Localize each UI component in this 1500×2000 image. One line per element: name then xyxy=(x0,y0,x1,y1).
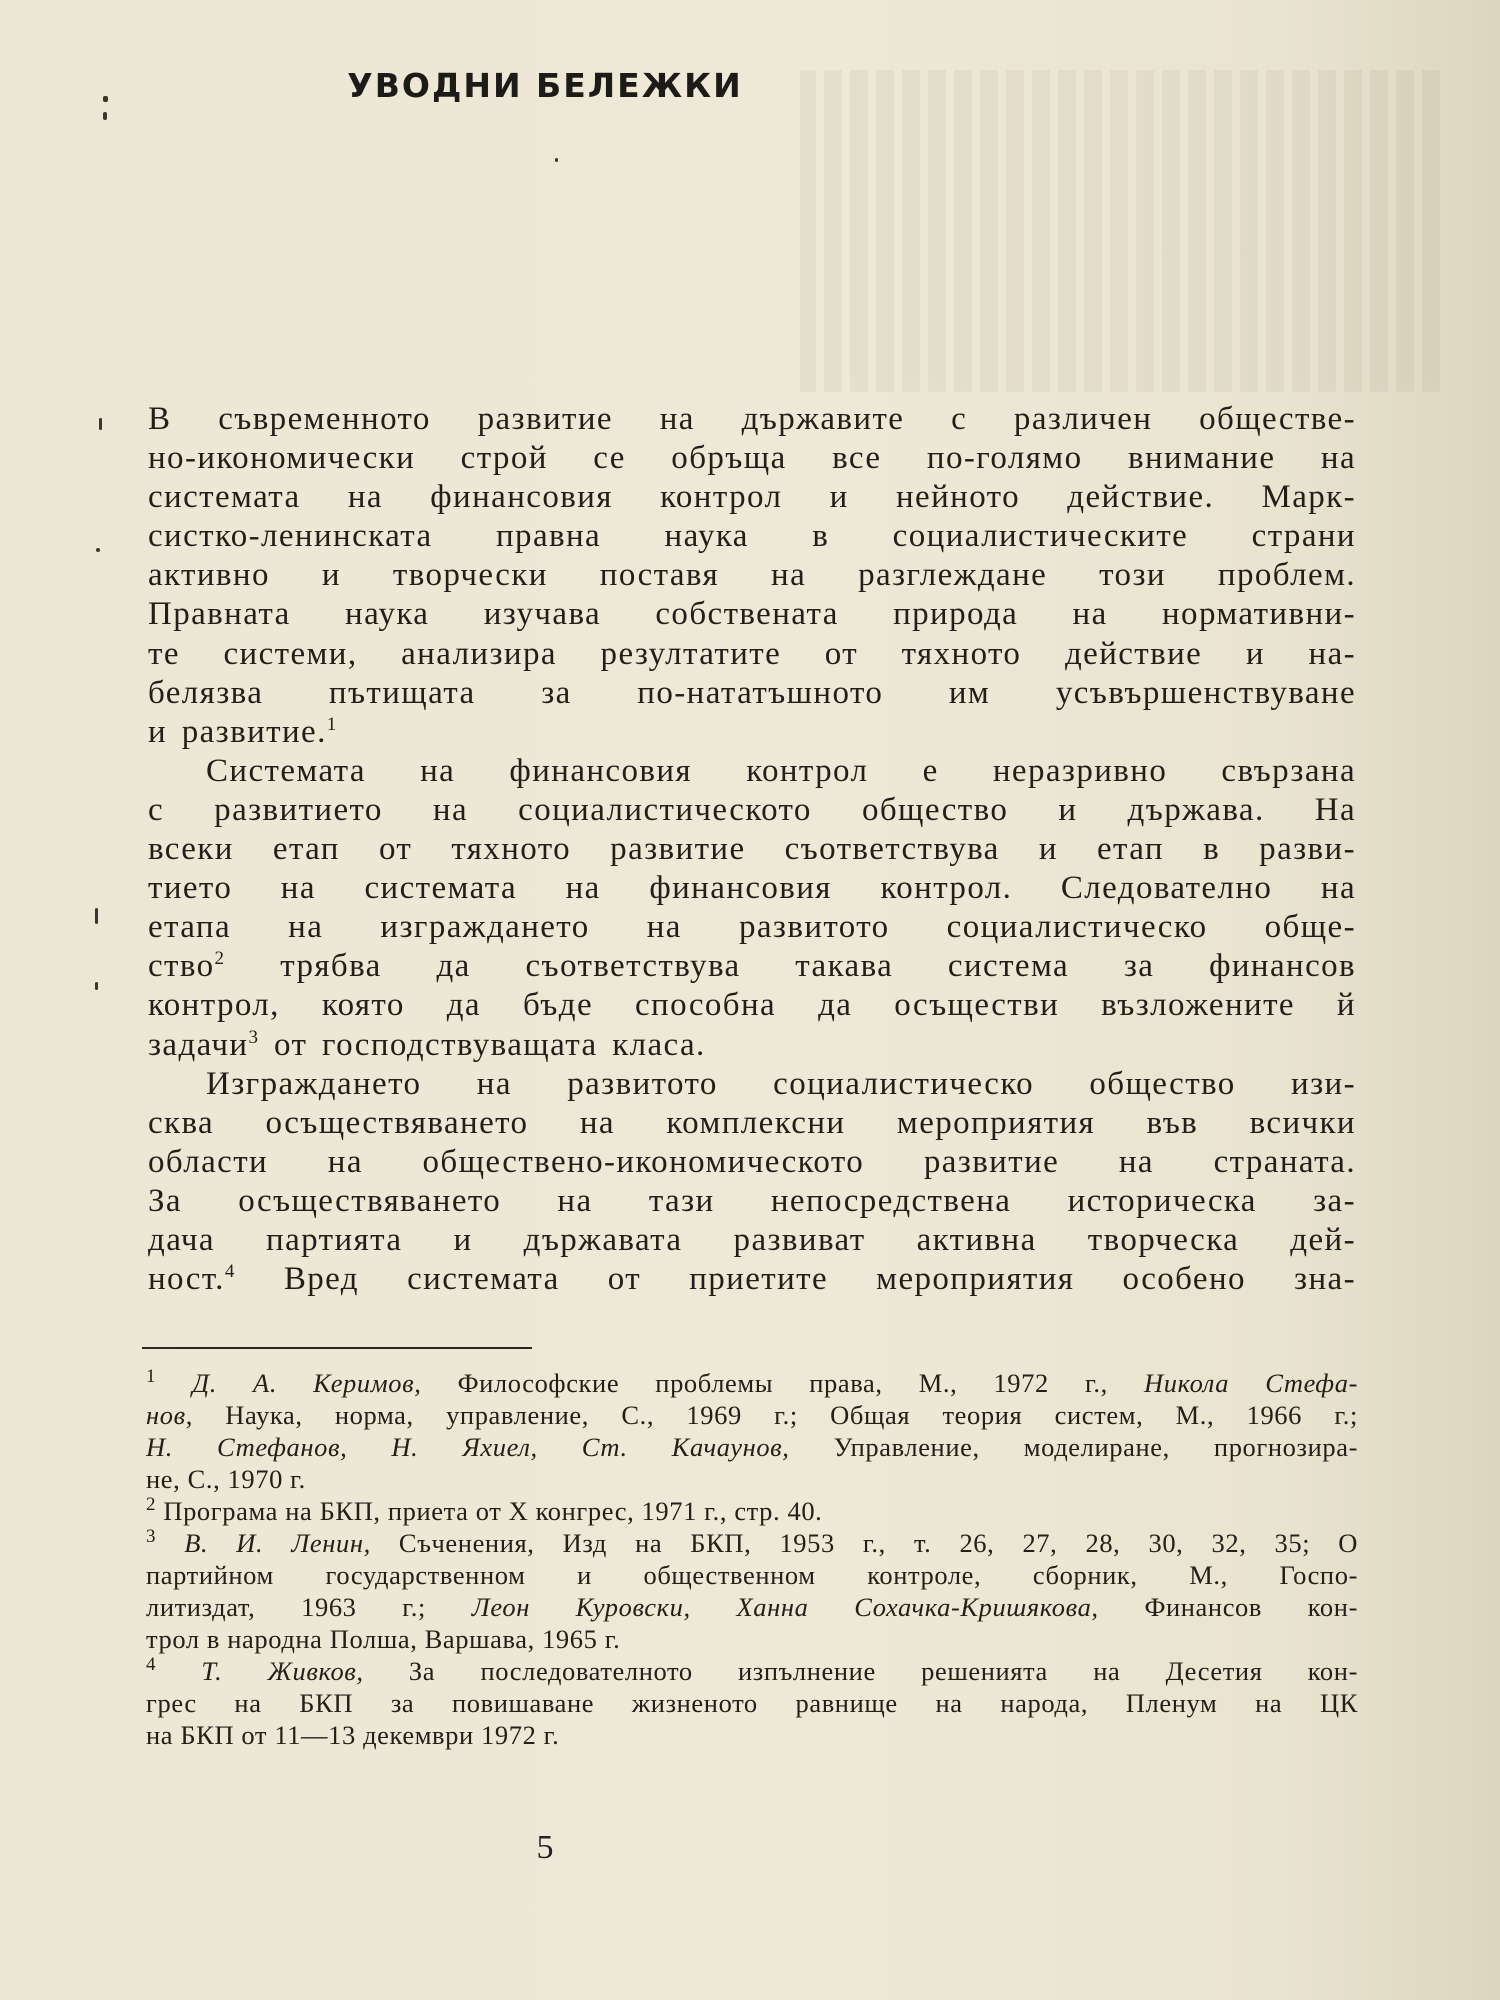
footnote-line: грес на БКП за повишаване жизненото равнище на народа, Пленум на ЦК xyxy=(146,1688,1358,1718)
page-title: УВОДНИ БЕЛЕЖКИ xyxy=(347,66,743,105)
text-line xyxy=(148,713,1356,752)
footnote-1 xyxy=(146,1367,1358,1495)
text-fragment: литиздат, 1963 г.; xyxy=(146,1592,426,1622)
text-line: В съвременното развитие на държавите с различен обществе- xyxy=(148,401,1356,437)
text-fragment: трябва да съответствува такава система за финансов xyxy=(280,948,1356,985)
text-line xyxy=(148,1260,1356,1299)
author-name: Д. А. Керимов, xyxy=(192,1368,422,1398)
text-fragment: Съченения, Изд на БКП, 1953 г., т. 26, 27, 28, 30, 32, 35; О xyxy=(370,1528,1358,1558)
paragraph-1 xyxy=(148,400,1356,752)
text-line: системата на финансовия контрол и нейното действие. Марк- xyxy=(148,479,1356,516)
text-fragment: Вред системата от приетите мероприятия особено зна- xyxy=(283,1261,1356,1298)
footnote-number: 1 xyxy=(146,1367,157,1388)
main-text xyxy=(148,400,1356,1299)
margin-speck xyxy=(99,418,102,430)
author-name: В. И. Ленин, xyxy=(184,1528,371,1558)
footnote-divider xyxy=(142,1347,532,1349)
text-line: етапа на изграждането на развитото социалистическо обще- xyxy=(148,909,1356,946)
footnote-line: не, С., 1970 г. xyxy=(146,1464,306,1494)
text-line: Правната наука изучава собствената природа на нормативни- xyxy=(148,596,1356,633)
text-fragment: и развитие. xyxy=(148,713,327,750)
footnote-ref: 3 xyxy=(248,1026,260,1048)
footnote-number: 2 xyxy=(146,1495,157,1516)
author-name: Т. Живков, xyxy=(201,1656,364,1686)
footnote-line xyxy=(146,1655,1358,1687)
text-line: с развитието на социалистическото общество и държава. На xyxy=(148,791,1356,828)
footnote-line: трол в народна Полша, Варшава, 1965 г. xyxy=(146,1624,621,1654)
text-line: дача партията и държавата развиват активна творческа дей- xyxy=(148,1221,1356,1258)
footnote-ref: 2 xyxy=(214,948,226,970)
footnote-ref: 4 xyxy=(224,1261,236,1283)
bleed-through-text xyxy=(800,70,1440,392)
footnote-line: партийном государственном и общественном контроле, сборник, М., Госпо- xyxy=(146,1560,1358,1590)
text-fragment: Финансов кон- xyxy=(1098,1592,1358,1622)
footnote-2 xyxy=(146,1495,1358,1527)
text-fragment: Програма на БКП, приета от X конгрес, 1971 г., стр. 40. xyxy=(163,1496,823,1526)
footnote-line xyxy=(146,1495,1358,1527)
footnote-line xyxy=(146,1367,1358,1399)
text-fragment: от господствуващата класа. xyxy=(274,1026,706,1063)
margin-speck xyxy=(95,982,98,990)
text-line: За осъществяването на тази непосредствена историческа за- xyxy=(148,1182,1356,1219)
text-line: но-икономически строй се обръща все по-голямо внимание на xyxy=(148,440,1356,477)
footnote-4 xyxy=(146,1655,1358,1751)
footnote-ref: 1 xyxy=(326,713,338,735)
text-fragment: задачи xyxy=(148,1026,249,1063)
text-fragment: Наука, норма, управление, С., 1969 г.; Общая теория систем, М., 1966 г.; xyxy=(192,1400,1358,1430)
author-name: Никола Стефа- xyxy=(1144,1368,1358,1398)
text-line: активно и творчески поставя на разглеждане този проблем. xyxy=(148,557,1356,594)
text-fragment: ство xyxy=(148,948,215,985)
paragraph-3 xyxy=(148,1065,1356,1300)
text-line: те системи, анализира резултатите от тяхното действие и на- xyxy=(148,635,1356,672)
text-line: систко-ленинската правна наука в социалистическите страни xyxy=(148,518,1356,555)
text-line: Изграждането на развитото социалистическо общество изи- xyxy=(206,1065,1356,1102)
footnote-line xyxy=(146,1591,1358,1623)
text-line: области на обществено-икономическото развитие на страната. xyxy=(148,1143,1356,1180)
footnote-3 xyxy=(146,1527,1358,1655)
page-speck xyxy=(555,158,558,162)
footnote-number: 4 xyxy=(146,1655,157,1676)
text-line: контрол, която да бъде способна да осъществи възложените й xyxy=(148,987,1356,1024)
footnote-line xyxy=(146,1399,1358,1431)
text-line: Системата на финансовия контрол е неразривно свързана xyxy=(206,752,1356,789)
footnotes xyxy=(146,1367,1358,1751)
text-fragment: ност. xyxy=(148,1261,225,1298)
text-line: сква осъществяването на комплексни мероприятия във всички xyxy=(148,1104,1356,1141)
text-line xyxy=(148,1026,1356,1065)
author-name: Леон Куровски, Ханна Сохачка-Кришякова, xyxy=(471,1592,1099,1622)
page-number: 5 xyxy=(536,1829,554,1866)
paragraph-2 xyxy=(148,752,1356,1065)
author-name: Н. Стефанов, Н. Яхиел, Ст. Качаунов, xyxy=(146,1432,790,1462)
text-line: белязва пътищата за по-нататъшното им усъвършенствуване xyxy=(148,674,1356,711)
footnote-number: 3 xyxy=(146,1527,157,1548)
margin-speck xyxy=(103,112,107,120)
text-line xyxy=(148,947,1356,986)
text-fragment: Философские проблемы права, М., 1972 г., xyxy=(421,1368,1108,1398)
footnote-line: на БКП от 11—13 декември 1972 г. xyxy=(146,1720,560,1750)
author-name: нов, xyxy=(146,1400,193,1430)
footnote-line xyxy=(146,1527,1358,1559)
text-line: тието на системата на финансовия контрол. Следователно на xyxy=(148,870,1356,907)
margin-speck xyxy=(96,548,100,552)
text-fragment: Управление, моделиране, прогнозира- xyxy=(789,1432,1358,1462)
text-fragment: За последователното изпълнение решенията на Десетия кон- xyxy=(363,1656,1358,1686)
text-line: всеки етап от тяхното развитие съответствува и етап в разви- xyxy=(148,831,1356,868)
footnote-line xyxy=(146,1431,1358,1463)
margin-speck xyxy=(95,908,98,924)
